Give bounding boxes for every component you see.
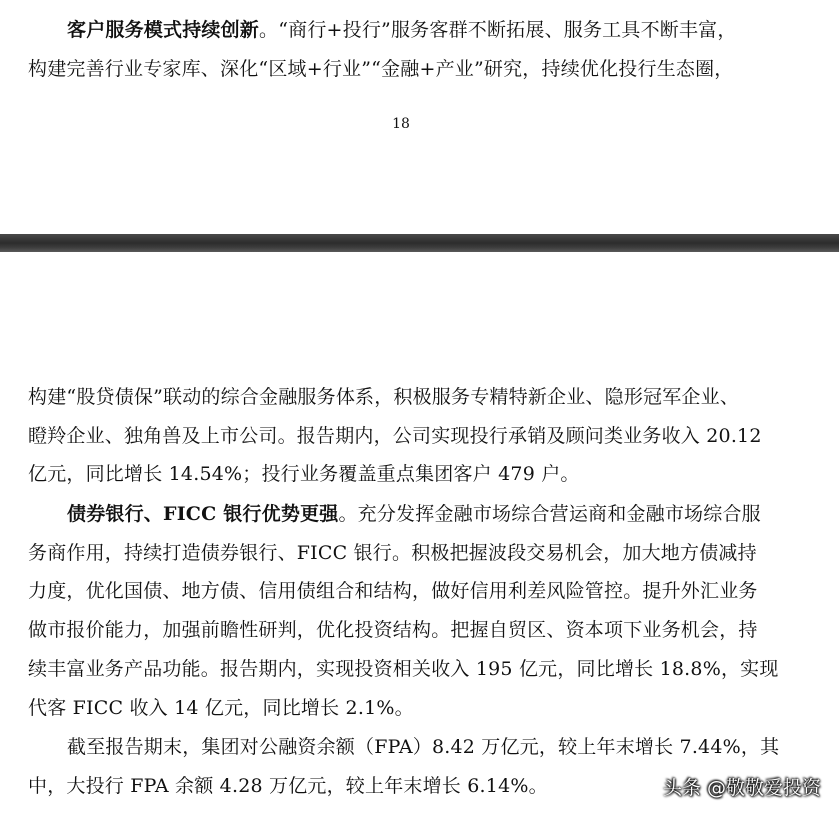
section-heading-customer-service: 客户服务模式持续创新 [67, 19, 260, 41]
paragraph-2-line-5: 续丰富业务产品功能。报告期内，实现投资相关收入 195 亿元，同比增长 18.8%，实现 [28, 658, 779, 680]
paragraph-2-line-1 [67, 502, 761, 526]
watermark-text: 头条 @敬敬爱投资 [662, 777, 821, 799]
paragraph-1-line-1: 构建“股贷债保”联动的综合金融服务体系，积极服务专精特新企业、隐形冠军企业、 [28, 386, 740, 408]
paragraph-1-line-2: 瞪羚企业、独角兽及上市公司。报告期内，公司实现投行承销及顾问类业务收入 20.12 [28, 425, 762, 447]
paragraph-2-line-3: 力度，优化国债、地方债、信用债组合和结构，做好信用利差风险管控。提升外汇业务 [28, 580, 758, 602]
top-page-fragment [0, 0, 839, 234]
page-number: 18 [392, 116, 410, 132]
paragraph-2-line-6: 代客 FICC 收入 14 亿元，同比增长 2.1%。 [28, 697, 414, 719]
paragraph-2-line-4: 做市报价能力，加强前瞻性研判，优化投资结构。把握自贸区、资本项下业务机会，持 [28, 619, 758, 641]
top-paragraph-line-2: 构建完善行业专家库、深化“区域+行业”“金融+产业”研究，持续优化投行生态圈， [28, 58, 734, 80]
bottom-page-fragment [0, 252, 839, 818]
paragraph-2-line-1-text: 。充分发挥金融市场综合营运商和金融市场综合服 [338, 503, 761, 525]
section-heading-bond-ficc: 债券银行、FICC 银行优势更强 [67, 503, 339, 525]
paragraph-2-line-2: 务商作用，持续打造债券银行、FICC 银行。积极把握波段交易机会，加大地方债减持 [28, 542, 757, 564]
top-paragraph-line-1-text: 。“商行+投行”服务客群不断拓展、服务工具不断丰富， [259, 19, 737, 41]
top-paragraph-line-1 [67, 18, 737, 42]
paragraph-3-line-2: 中，大投行 FPA 余额 4.28 万亿元，较上年末增长 6.14%。 [28, 775, 548, 797]
paragraph-1-line-3: 亿元，同比增长 14.54%；投行业务覆盖重点集团客户 479 户。 [28, 463, 580, 485]
page-divider [0, 234, 839, 252]
paragraph-3-line-1: 截至报告期末，集团对公融资余额（FPA）8.42 万亿元，较上年末增长 7.44%，其 [67, 736, 780, 758]
